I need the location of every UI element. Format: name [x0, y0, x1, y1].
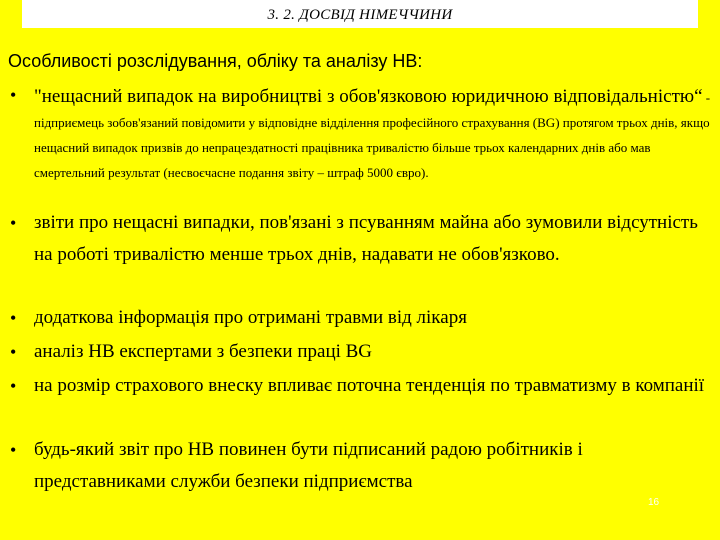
list-item: [34, 84, 714, 184]
bullet-icon: •: [10, 85, 17, 105]
list-item-main: "нещасний випадок на виробництві з обов'язковою юридичною відповідальністю“: [34, 86, 703, 107]
list-item: будь-який звіт про НВ повинен бути підписаний радою робітників і представниками служби безпеки підприємства: [34, 439, 583, 492]
list-item: на розмір страхового внеску впливає поточна тенденція по травматизму в компанії: [34, 375, 705, 396]
slide-title: 3. 2. ДОСВІД НІМЕЧЧИНИ: [267, 7, 453, 23]
list-item: додаткова інформація про отримані травми від лікаря: [34, 307, 467, 328]
bullet-icon: •: [10, 440, 17, 460]
section-heading: Особливості розслідування, обліку та аналізу НВ:: [8, 51, 423, 71]
slide-title-bar: [22, 0, 698, 28]
list-item: аналіз НВ експертами з безпеки праці BG: [34, 341, 373, 362]
bullet-icon: •: [10, 376, 17, 396]
bullet-icon: •: [10, 342, 17, 362]
page-number: 16: [648, 497, 660, 508]
bullet-icon: •: [10, 213, 17, 233]
list-item: звіти про нещасні випадки, пов'язані з псуванням майна або зумовили відсутність на роботі тривалістю менше трьох днів, надавати не обов'язково.: [34, 212, 698, 265]
list-item-detail: - підприємець зобов'язаний повідомити у відповідне відділення професійного страхування (BG) протягом трьох днів, якщо нещасний випадок призвів до непрацездатності працівника тривалістю більше трьох календарних днів або мав смертельний результат (несвоєчасне подання звіту – штраф 5000 євро).: [34, 90, 711, 180]
bullet-icon: •: [10, 308, 17, 328]
